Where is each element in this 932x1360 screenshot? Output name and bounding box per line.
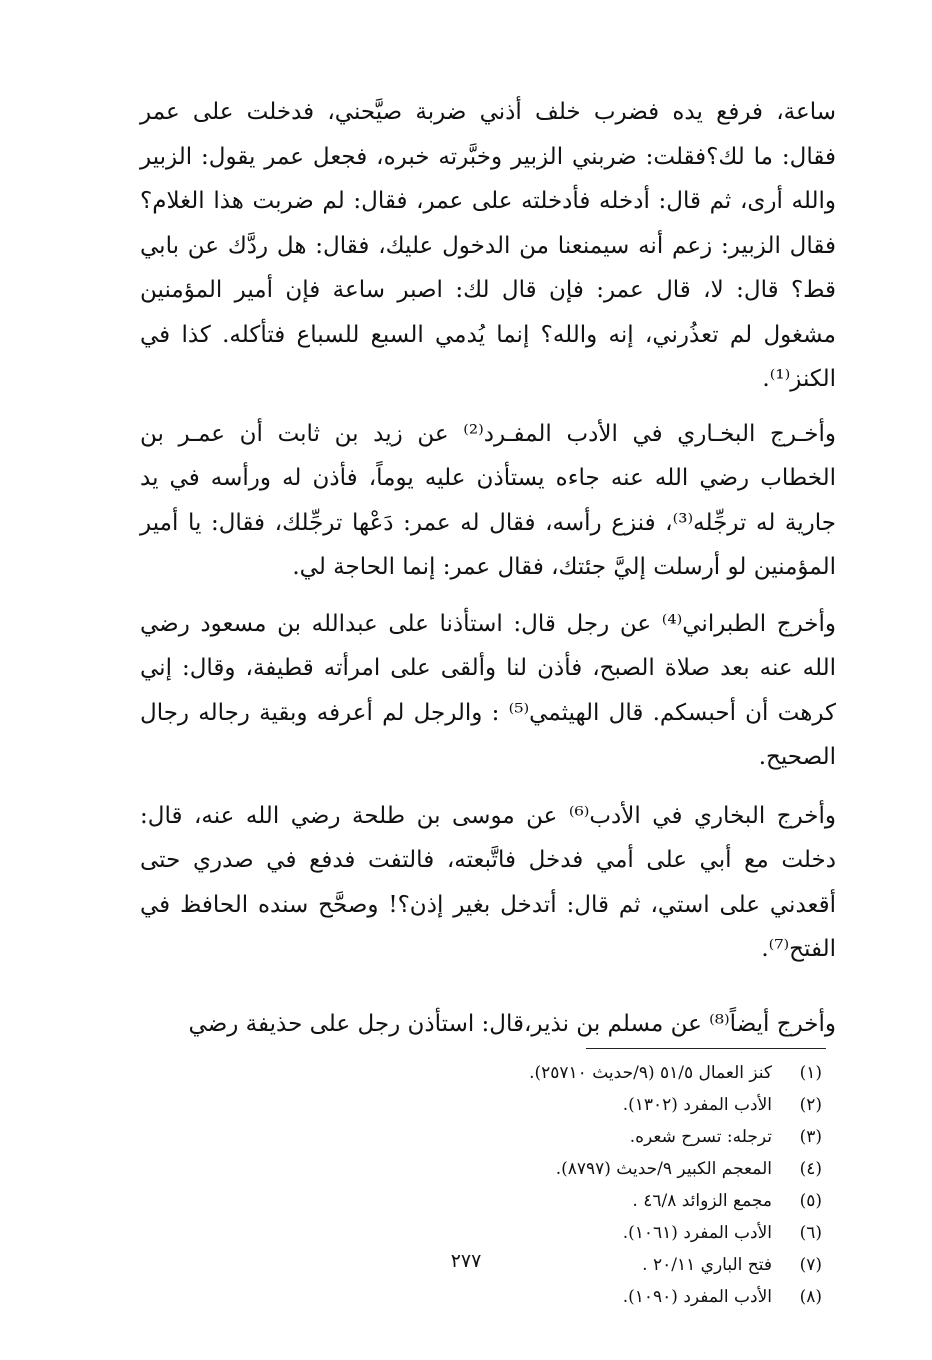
footnote-text: كنز العمال ٥١/٥ (٩/حديث ٢٥٧١٠). <box>529 1063 772 1083</box>
paragraph: وأخـرج البخـاري في الأدب المفـرد⁽²⁾ عن زيد بن ثابت أن عمـر بن الخطاب رضي الله عنه جاءه يستأذن عليه يوماً، فأذن له ورأسه في يد جارية له ترجِّله⁽³⁾، فنزع رأسه، فقال له عمر: دَعْها ترجِّلك، فقال: يا أمير المؤمنين لو أرسلت إليَّ جئتك، فقال عمر: إنما الحاجة لي. <box>140 420 836 580</box>
footnote-number: (٤) <box>799 1159 822 1179</box>
footnote-number: (٥) <box>799 1191 822 1211</box>
paragraph: وأخرج أيضاً⁽⁸⁾ عن مسلم بن نذير،قال: استأذن رجل على حذيفة رضي <box>188 1010 836 1037</box>
footnote <box>140 1121 836 1153</box>
footnote-text: مجمع الزوائد ٤٦/٨ . <box>632 1191 772 1211</box>
footnote <box>140 1057 836 1089</box>
footnote-divider <box>586 1048 826 1049</box>
footnote <box>140 1217 836 1249</box>
footnote-text: فتح الباري ٢٠/١١ . <box>642 1255 772 1275</box>
footnote-number: (٨) <box>799 1287 822 1307</box>
footnote <box>140 1185 836 1217</box>
footnote-text: الأدب المفرد (١٠٩٠). <box>622 1287 772 1307</box>
footnote-number: (٧) <box>799 1255 822 1275</box>
page-content <box>140 90 836 1313</box>
footnote-number: (٦) <box>799 1223 822 1243</box>
footnote <box>140 1153 836 1185</box>
footnote-text: ترجله: تسرح شعره. <box>629 1127 772 1147</box>
footnote-number: (٢) <box>799 1095 822 1115</box>
footnote-text: المعجم الكبير ٩/حديث (٨٧٩٧). <box>555 1159 772 1179</box>
paragraph: وأخرج الطبراني⁽⁴⁾ عن رجل قال: استأذنا على عبدالله بن مسعود رضي الله عنه بعد صلاة الصبح، فأذن لنا وألقى على امرأته قطيفة، وقال: إني كرهت أن أحبسكم. قال الهيثمي⁽⁵⁾ : والرجل لم أعرفه وبقية رجاله رجال الصحيح. <box>140 610 836 770</box>
footnote <box>140 1089 836 1121</box>
footnote-number: (٣) <box>799 1127 822 1147</box>
footnote <box>140 1281 836 1313</box>
footnote-text: الأدب المفرد (١٣٠٢). <box>622 1095 772 1115</box>
footnotes-list <box>140 1057 836 1313</box>
footnote-number: (١) <box>799 1063 822 1083</box>
paragraph: وأخرج البخاري في الأدب⁽⁶⁾ عن موسى بن طلحة رضي الله عنه، قال: دخلت مع أبي على أمي فدخل فاتَّبعته، فالتفت فدفع في صدري حتى أقعدني على استي، ثم قال: أتدخل بغير إذن؟! وصحَّح سنده الحافظ في الفتح⁽⁷⁾. <box>140 802 836 962</box>
paragraph: ساعة، فرفع يده فضرب خلف أذني ضربة صيَّحني، فدخلت على عمر فقال: ما لك؟فقلت: ضربني الزبير وخبَّرته خبره، فجعل عمر يقول: الزبير والله أرى، ثم قال: أدخله فأدخلته على عمر، فقال: لم ضربت هذا الغلام؟ فقال الزبير: زعم أنه سيمنعنا من الدخول عليك، فقال: هل ردَّك عن بابي قط؟ قال: لا، قال عمر: فإن قال لك: اصبر ساعة فإن أمير المؤمنين مشغول لم تعذُرني، إنه والله؟ إنما يُدمي السبع للسباع فتأكله. كذا في الكنز⁽¹⁾. <box>140 99 836 392</box>
page-number: ٢٧٧ <box>450 1250 482 1272</box>
footnote-text: الأدب المفرد (١٠٦١). <box>622 1223 772 1243</box>
